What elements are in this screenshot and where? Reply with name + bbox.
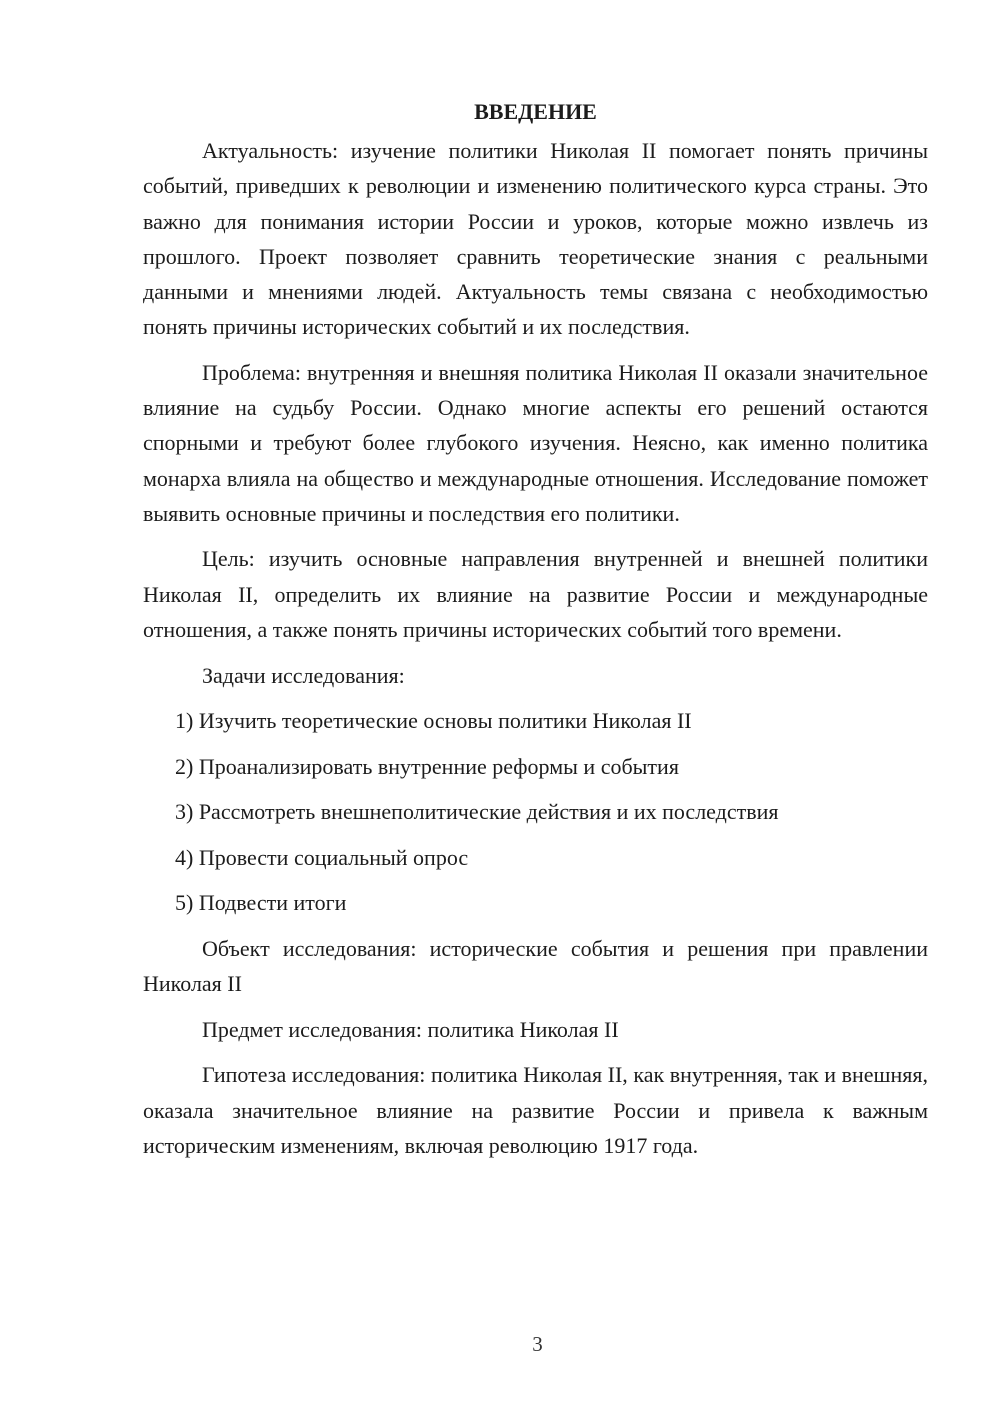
- tasks-list: [143, 703, 928, 920]
- document-page: [143, 94, 928, 1173]
- task-item: 5) Подвести итоги: [175, 890, 347, 916]
- relevance-paragraph: Актуальность: изучение политики Николая II помогает понять причины событий, приведших к революции и изменению политического курса страны. Это важно для понимания истории России и уроков, которые можно извлечь из прошлого. Проект позволяет сравнить теоретические знания с реальными данными и мнениями людей. Актуальность темы связана с необходимостью понять причины исторических событий и их последствия.: [143, 138, 928, 340]
- task-item: 1) Изучить теоретические основы политики Николая II: [175, 708, 692, 734]
- hypothesis-paragraph: Гипотеза исследования: политика Николая II, как внутренняя, так и внешняя, оказала значительное влияние на развитие России и привела к важным историческим изменениям, включая революцию 1917 года.: [143, 1062, 928, 1158]
- object-paragraph: Объект исследования: исторические события и решения при правлении Николая II: [143, 935, 928, 996]
- task-item: 2) Проанализировать внутренние реформы и события: [175, 753, 679, 779]
- page-number: 3: [532, 1332, 543, 1356]
- task-item: 4) Провести социальный опрос: [175, 844, 469, 870]
- goal-paragraph: Цель: изучить основные направления внутренней и внешней политики Николая II, определить их влияние на развитие России и международные отношения, а также понять причины исторических событий того времени.: [143, 546, 928, 642]
- problem-paragraph: Проблема: внутренняя и внешняя политика Николая II оказали значительное влияние на судьбу России. Однако многие аспекты его решений остаются спорными и требуют более глубокого изучения. Неясно, как именно политика монарха влияла на общество и международные отношения. Исследование поможет выявить основные причины и последствия его политики.: [143, 359, 928, 526]
- tasks-heading: Задачи исследования:: [202, 662, 405, 688]
- section-title: ВВЕДЕНИЕ: [474, 99, 597, 124]
- subject-paragraph: Предмет исследования: политика Николая II: [202, 1016, 619, 1042]
- task-item: 3) Рассмотреть внешнеполитические действия и их последствия: [175, 799, 779, 825]
